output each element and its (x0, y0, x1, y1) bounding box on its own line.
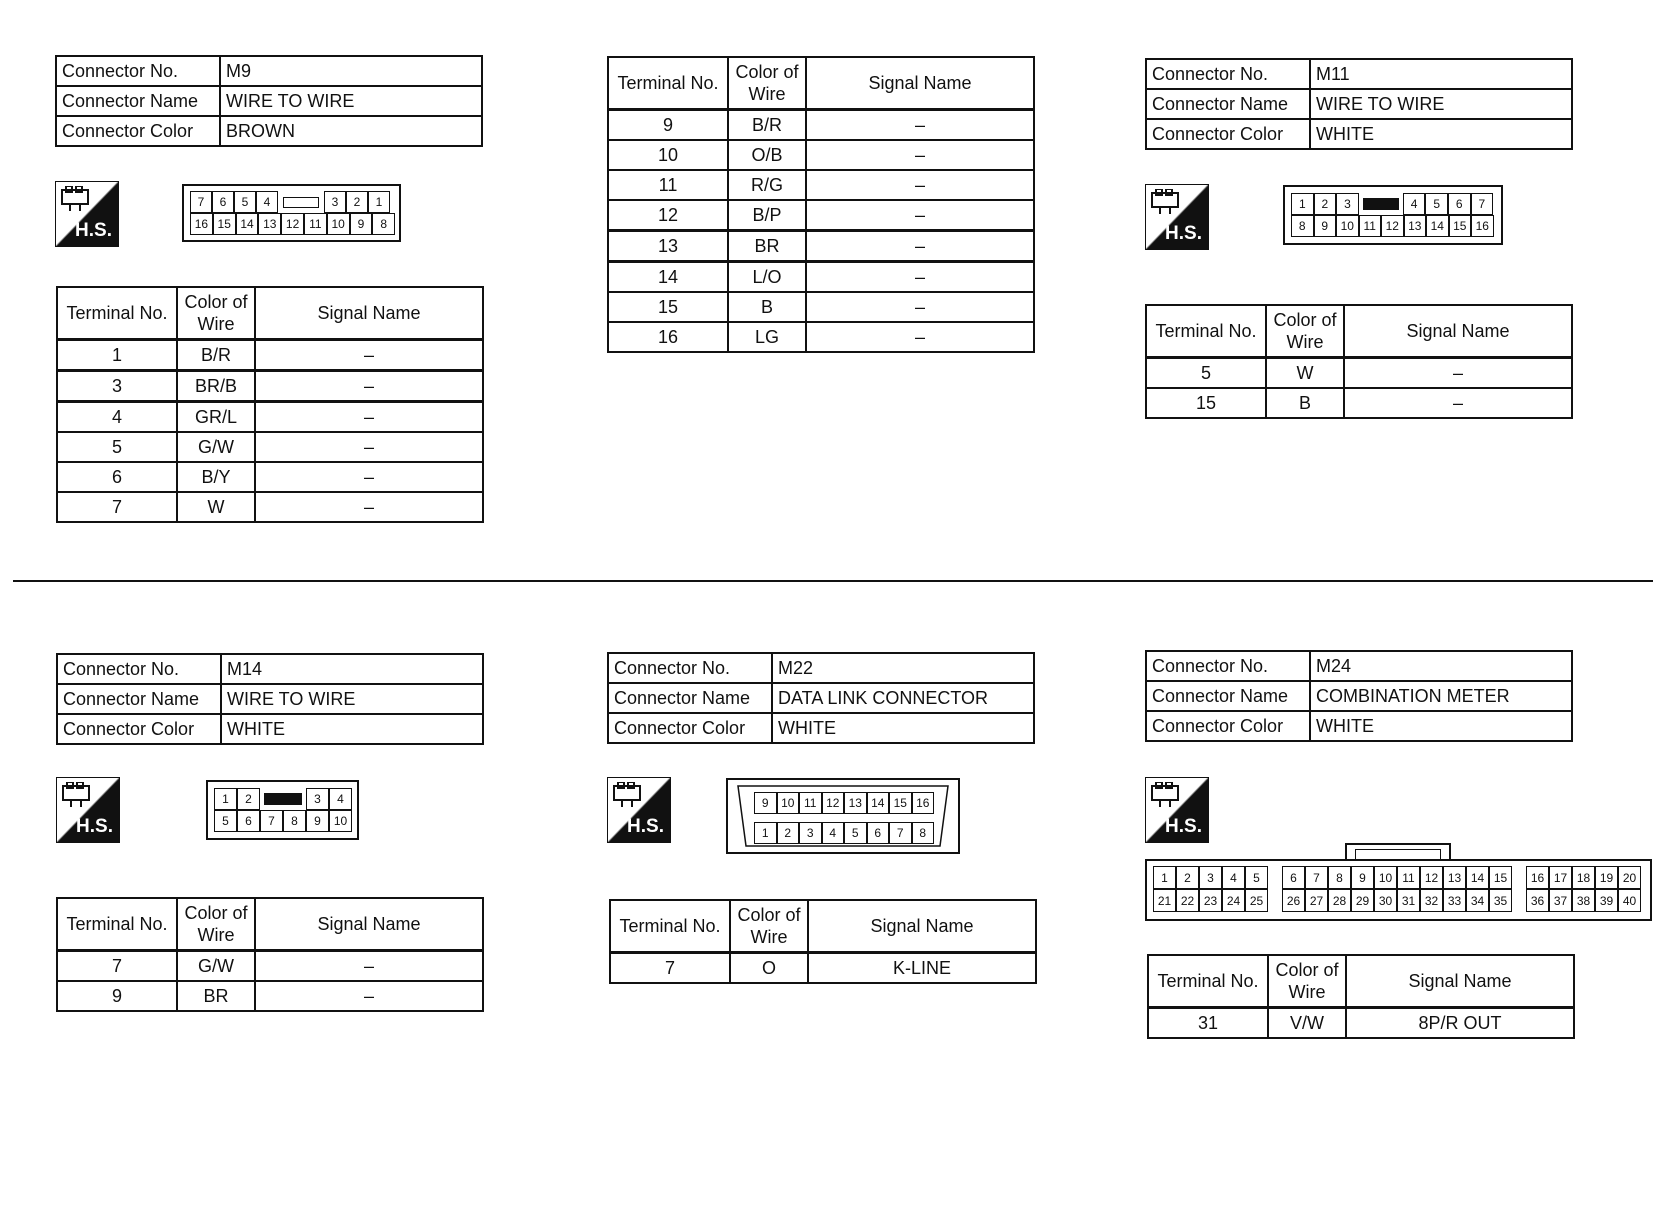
m9-pin: 16 (190, 213, 213, 235)
m22-info-table (607, 652, 1035, 744)
table-row: 7 W – (57, 492, 483, 522)
m14-terminal-table (56, 897, 484, 1012)
terminal-no-header: Terminal No. (610, 900, 730, 953)
m9-pin: 12 (281, 213, 304, 235)
connector-no-value: M22 (772, 653, 1034, 683)
m9-pin: 3 (324, 191, 346, 213)
m24-pin: 6 (1282, 866, 1305, 889)
connector-name-label: Connector Name (56, 86, 220, 116)
m24-connector-face (1145, 843, 1652, 921)
m14-pin: 4 (329, 788, 352, 810)
m9-pin: 8 (372, 213, 395, 235)
m24-pin: 38 (1572, 889, 1595, 912)
m22-pin: 4 (822, 822, 845, 844)
m14-pin: 9 (306, 810, 329, 832)
terminal-no-header: Terminal No. (1148, 955, 1268, 1008)
table-row: 7 G/W – (57, 951, 483, 982)
connector-color-value: WHITE (221, 714, 483, 744)
m24-pin: 25 (1245, 889, 1268, 912)
m14-pin: 2 (237, 788, 260, 810)
m22-pin: 15 (889, 792, 912, 814)
m9-pin: 4 (256, 191, 278, 213)
m9-pin: 1 (368, 191, 390, 213)
table-row: 5 W – (1146, 358, 1572, 389)
hs-label: H.S. (1165, 223, 1202, 244)
connector-name-value: COMBINATION METER (1310, 681, 1572, 711)
m24-pin: 21 (1153, 889, 1176, 912)
m9-pin: 13 (258, 213, 281, 235)
m24-pin: 24 (1222, 889, 1245, 912)
m9-pin: 15 (213, 213, 236, 235)
connector-no-value: M11 (1310, 59, 1572, 89)
m24-pin: 34 (1466, 889, 1489, 912)
m24-pin: 15 (1489, 866, 1512, 889)
connector-name-label: Connector Name (608, 683, 772, 713)
hs-label: H.S. (75, 220, 112, 241)
hs-label: H.S. (76, 816, 113, 837)
m22-pin: 7 (889, 822, 912, 844)
terminal-no-header: Terminal No. (57, 898, 177, 951)
m14-key-slot (260, 788, 306, 810)
section-divider (13, 580, 1653, 582)
m24-gap (1268, 866, 1282, 889)
connector-color-value: WHITE (1310, 711, 1572, 741)
m9-info-table (55, 55, 483, 147)
m9-pin: 10 (327, 213, 350, 235)
connector-color-value: WHITE (772, 713, 1034, 743)
connector-name-value: WIRE TO WIRE (221, 684, 483, 714)
connector-name-label: Connector Name (1146, 681, 1310, 711)
m14-pin: 8 (283, 810, 306, 832)
m11-pin: 16 (1471, 215, 1494, 237)
m9-cont-terminal-table (607, 56, 1035, 353)
m9-pin: 11 (304, 213, 327, 235)
connector-color-label: Connector Color (56, 116, 220, 146)
m24-pin: 14 (1466, 866, 1489, 889)
m11-pin: 15 (1449, 215, 1472, 237)
table-row: 4 GR/L – (57, 402, 483, 433)
table-row: 9 BR – (57, 981, 483, 1011)
signal-name-header: Signal Name (808, 900, 1036, 953)
m9-pin: 9 (350, 213, 373, 235)
m24-pin: 2 (1176, 866, 1199, 889)
harness-side-icon (1145, 184, 1209, 250)
m24-pin: 8 (1328, 866, 1351, 889)
m24-pin: 33 (1443, 889, 1466, 912)
m11-pin: 13 (1404, 215, 1427, 237)
color-of-wire-header: Color of Wire (728, 57, 806, 110)
m14-pin: 3 (306, 788, 329, 810)
m22-pin: 10 (777, 792, 800, 814)
hs-label: H.S. (627, 816, 664, 837)
color-of-wire-header: Color of Wire (177, 898, 255, 951)
m24-gap (1512, 866, 1526, 889)
m24-pin: 39 (1595, 889, 1618, 912)
signal-name-header: Signal Name (806, 57, 1034, 110)
m9-pin: 7 (190, 191, 212, 213)
color-of-wire-header: Color of Wire (1266, 305, 1344, 358)
table-row: 1 B/R – (57, 340, 483, 371)
m14-pin: 10 (329, 810, 352, 832)
m24-pin: 27 (1305, 889, 1328, 912)
m14-pin: 7 (260, 810, 283, 832)
m24-pin: 17 (1549, 866, 1572, 889)
table-row: 31 V/W 8P/R OUT (1148, 1008, 1574, 1039)
m24-pin: 7 (1305, 866, 1328, 889)
m24-gap (1268, 889, 1282, 912)
m9-pin: 14 (236, 213, 259, 235)
m11-key-slot (1359, 193, 1403, 215)
table-row: 14 L/O – (608, 262, 1034, 293)
m24-pin: 3 (1199, 866, 1222, 889)
table-row: 5 G/W – (57, 432, 483, 462)
m11-pin: 5 (1425, 193, 1448, 215)
m9-terminal-table (56, 286, 484, 523)
m9-key-slot (278, 191, 324, 213)
signal-name-header: Signal Name (1346, 955, 1574, 1008)
table-row: 9 B/R – (608, 110, 1034, 141)
m22-pin: 9 (754, 792, 777, 814)
m24-pin: 1 (1153, 866, 1176, 889)
m11-pin: 4 (1403, 193, 1426, 215)
m11-pin: 11 (1359, 215, 1382, 237)
m24-pin: 26 (1282, 889, 1305, 912)
connector-name-label: Connector Name (1146, 89, 1310, 119)
m24-pin: 35 (1489, 889, 1512, 912)
connector-color-label: Connector Color (1146, 711, 1310, 741)
m11-pin: 1 (1291, 193, 1314, 215)
table-row: 12 B/P – (608, 200, 1034, 231)
m11-pin: 3 (1336, 193, 1359, 215)
m9-connector-face (182, 184, 401, 242)
connector-no-value: M9 (220, 56, 482, 86)
connector-name-value: WIRE TO WIRE (1310, 89, 1572, 119)
connector-color-value: BROWN (220, 116, 482, 146)
connector-no-label: Connector No. (1146, 59, 1310, 89)
m22-pin: 16 (912, 792, 935, 814)
m24-pin: 19 (1595, 866, 1618, 889)
m11-pin: 9 (1314, 215, 1337, 237)
m24-info-table (1145, 650, 1573, 742)
connector-color-label: Connector Color (1146, 119, 1310, 149)
signal-name-header: Signal Name (255, 898, 483, 951)
connector-name-value: DATA LINK CONNECTOR (772, 683, 1034, 713)
m22-pin: 3 (799, 822, 822, 844)
m11-pin: 8 (1291, 215, 1314, 237)
table-row: 11 R/G – (608, 170, 1034, 200)
hs-label: H.S. (1165, 816, 1202, 837)
connector-no-value: M14 (221, 654, 483, 684)
connector-no-label: Connector No. (608, 653, 772, 683)
table-row: 6 B/Y – (57, 462, 483, 492)
m24-pin: 12 (1420, 866, 1443, 889)
signal-name-header: Signal Name (1344, 305, 1572, 358)
m24-pin: 16 (1526, 866, 1549, 889)
m24-pin: 37 (1549, 889, 1572, 912)
table-row: 3 BR/B – (57, 371, 483, 402)
m22-pin: 8 (912, 822, 935, 844)
terminal-no-header: Terminal No. (57, 287, 177, 340)
table-row: 15 B – (608, 292, 1034, 322)
harness-side-icon (55, 181, 119, 247)
connector-no-label: Connector No. (56, 56, 220, 86)
m24-pin: 22 (1176, 889, 1199, 912)
m11-pin: 2 (1314, 193, 1337, 215)
connector-name-label: Connector Name (57, 684, 221, 714)
m24-pin: 40 (1618, 889, 1641, 912)
m11-pin: 12 (1381, 215, 1404, 237)
table-row: 16 LG – (608, 322, 1034, 352)
m24-pin: 18 (1572, 866, 1595, 889)
m22-pin: 6 (867, 822, 890, 844)
m24-pin: 9 (1351, 866, 1374, 889)
m9-pin: 5 (234, 191, 256, 213)
signal-name-header: Signal Name (255, 287, 483, 340)
m22-pin: 14 (867, 792, 890, 814)
terminal-no-header: Terminal No. (1146, 305, 1266, 358)
color-of-wire-header: Color of Wire (1268, 955, 1346, 1008)
harness-side-icon (1145, 777, 1209, 843)
m22-pin: 1 (754, 822, 777, 844)
m11-terminal-table (1145, 304, 1573, 419)
table-row: 13 BR – (608, 231, 1034, 262)
m22-connector-face (726, 778, 960, 854)
m24-pin: 32 (1420, 889, 1443, 912)
m24-pin: 36 (1526, 889, 1549, 912)
table-row: 10 O/B – (608, 140, 1034, 170)
m22-pin: 13 (844, 792, 867, 814)
m11-pin: 6 (1448, 193, 1471, 215)
m22-terminal-table (609, 899, 1037, 984)
m24-pin: 29 (1351, 889, 1374, 912)
m11-pin: 10 (1336, 215, 1359, 237)
harness-side-icon (56, 777, 120, 843)
m24-pin: 28 (1328, 889, 1351, 912)
m24-pin: 11 (1397, 866, 1420, 889)
m24-pin: 5 (1245, 866, 1268, 889)
m14-pin: 5 (214, 810, 237, 832)
m24-terminal-table (1147, 954, 1575, 1039)
table-row: 15 B – (1146, 388, 1572, 418)
m14-connector-face (206, 780, 359, 840)
m11-pin: 14 (1426, 215, 1449, 237)
table-row: 7 O K-LINE (610, 953, 1036, 984)
m9-pin: 2 (346, 191, 368, 213)
m9-pin: 6 (212, 191, 234, 213)
color-of-wire-header: Color of Wire (730, 900, 808, 953)
m11-info-table (1145, 58, 1573, 150)
m14-info-table (56, 653, 484, 745)
m24-pin: 20 (1618, 866, 1641, 889)
connector-color-value: WHITE (1310, 119, 1572, 149)
m14-pin: 6 (237, 810, 260, 832)
connector-name-value: WIRE TO WIRE (220, 86, 482, 116)
m24-pin: 13 (1443, 866, 1466, 889)
m22-pin: 11 (799, 792, 822, 814)
connector-color-label: Connector Color (57, 714, 221, 744)
connector-no-value: M24 (1310, 651, 1572, 681)
m11-connector-face (1283, 185, 1503, 245)
color-of-wire-header: Color of Wire (177, 287, 255, 340)
m24-pin: 4 (1222, 866, 1245, 889)
terminal-no-header: Terminal No. (608, 57, 728, 110)
m22-pin: 5 (844, 822, 867, 844)
m24-gap (1512, 889, 1526, 912)
m24-pin: 31 (1397, 889, 1420, 912)
m24-connector-lock-inner (1355, 849, 1441, 859)
m22-pin: 2 (777, 822, 800, 844)
harness-side-icon (607, 777, 671, 843)
m24-pin: 10 (1374, 866, 1397, 889)
connector-color-label: Connector Color (608, 713, 772, 743)
m14-pin: 1 (214, 788, 237, 810)
m22-pin: 12 (822, 792, 845, 814)
m24-pin: 23 (1199, 889, 1222, 912)
connector-no-label: Connector No. (1146, 651, 1310, 681)
connector-no-label: Connector No. (57, 654, 221, 684)
m24-pin: 30 (1374, 889, 1397, 912)
m11-pin: 7 (1471, 193, 1494, 215)
